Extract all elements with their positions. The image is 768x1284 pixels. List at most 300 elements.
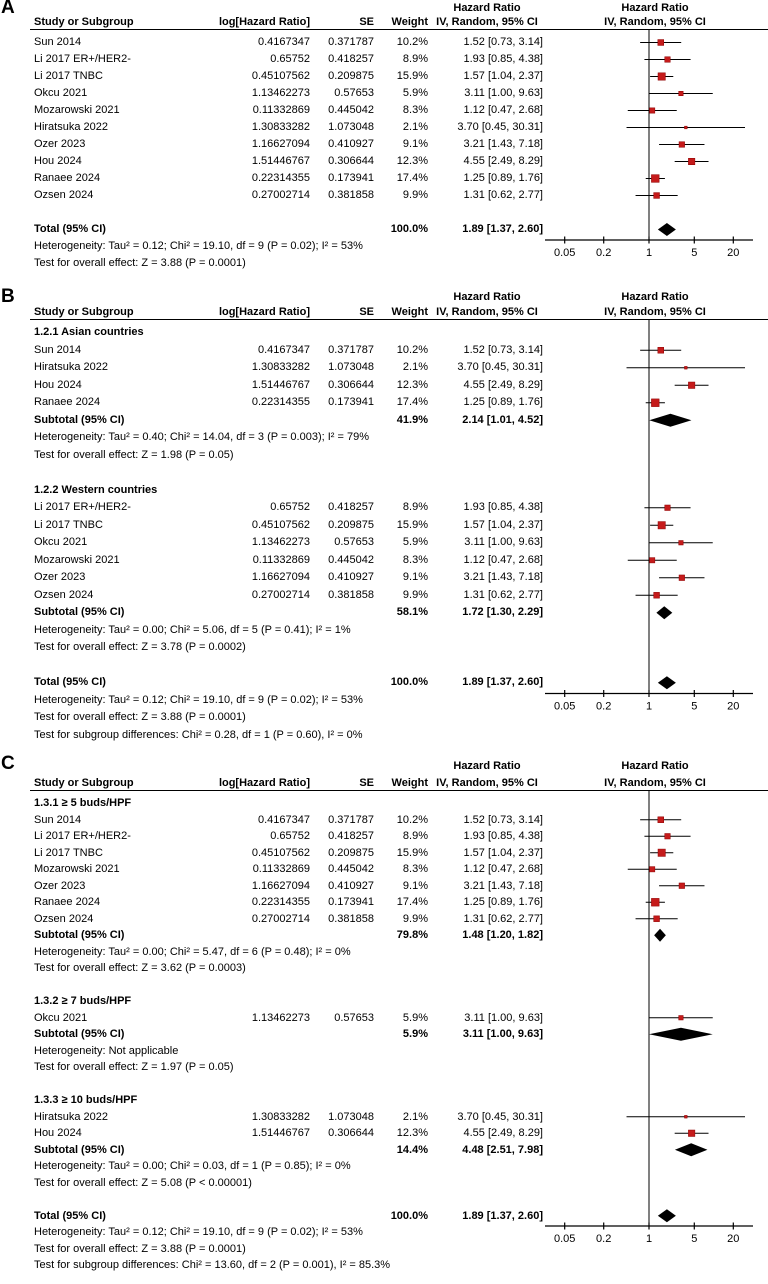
group-row bbox=[0, 482, 768, 500]
weight-value: 2.1% bbox=[402, 361, 428, 373]
column-header-se: SE bbox=[359, 306, 374, 318]
se-value: 1.073048 bbox=[328, 1110, 374, 1123]
study-name: Ranaee 2024 bbox=[34, 896, 101, 908]
spacer-row bbox=[0, 1191, 768, 1208]
column-header-log-hr: log[Hazard Ratio] bbox=[218, 306, 310, 318]
se-value: 0.306644 bbox=[328, 155, 374, 167]
study-name: Hou 2024 bbox=[34, 378, 82, 391]
weight-value: 9.1% bbox=[402, 138, 428, 150]
study-row bbox=[0, 499, 768, 517]
study-name: Ozer 2023 bbox=[34, 138, 86, 150]
study-name: Li 2017 TNBC bbox=[34, 846, 103, 859]
stat-row bbox=[0, 1224, 768, 1241]
subtotal-weight: 14.4% bbox=[396, 1143, 428, 1156]
total-row bbox=[0, 1208, 768, 1225]
se-value: 0.418257 bbox=[328, 53, 374, 65]
study-row bbox=[0, 51, 768, 68]
weight-value: 8.3% bbox=[402, 104, 428, 116]
panel-label: A bbox=[1, 0, 15, 18]
ci-column-header-method: IV, Random, 95% CI bbox=[436, 16, 538, 28]
stat-text: Heterogeneity: Tau² = 0.00; Chi² = 5.06, df = 5 (P = 0.41); I² = 1% bbox=[34, 623, 351, 636]
subtotal-label: Subtotal (95% CI) bbox=[34, 929, 125, 941]
plot-header-effect-measure: Hazard Ratio bbox=[621, 291, 689, 303]
study-row bbox=[0, 1125, 768, 1142]
header-underline bbox=[30, 790, 768, 791]
ci-text: 1.31 [0.62, 2.77] bbox=[463, 912, 543, 925]
se-value: 1.073048 bbox=[328, 361, 374, 373]
ci-column-header-effect-measure: Hazard Ratio bbox=[453, 291, 521, 303]
group-row bbox=[0, 1092, 768, 1109]
weight-value: 12.3% bbox=[396, 155, 428, 167]
log-hr-value: 0.45107562 bbox=[251, 518, 310, 531]
log-hr-value: 0.4167347 bbox=[258, 813, 310, 826]
ci-text: 1.31 [0.62, 2.77] bbox=[463, 588, 543, 601]
se-value: 0.381858 bbox=[328, 189, 374, 201]
subtotal-weight: 58.1% bbox=[396, 606, 428, 618]
study-row bbox=[0, 136, 768, 153]
study-row bbox=[0, 812, 768, 829]
se-value: 0.209875 bbox=[328, 70, 374, 82]
stat-text: Heterogeneity: Tau² = 0.00; Chi² = 5.47, df = 6 (P = 0.48); I² = 0% bbox=[34, 945, 351, 958]
subtotal-row bbox=[0, 604, 768, 622]
ci-text: 3.11 [1.00, 9.63] bbox=[464, 87, 543, 99]
plot-header-method: IV, Random, 95% CI bbox=[604, 306, 706, 318]
subtotal-row bbox=[0, 927, 768, 944]
axis-tick-label: 20 bbox=[727, 247, 740, 259]
weight-value: 15.9% bbox=[396, 70, 428, 82]
se-value: 0.57653 bbox=[334, 536, 374, 548]
se-value: 0.57653 bbox=[334, 87, 374, 99]
study-name: Li 2017 TNBC bbox=[34, 70, 103, 82]
weight-value: 12.3% bbox=[396, 378, 428, 391]
study-row bbox=[0, 845, 768, 862]
subtotal-label: Subtotal (95% CI) bbox=[34, 1028, 125, 1040]
stat-row bbox=[0, 692, 768, 710]
weight-value: 8.9% bbox=[402, 830, 428, 842]
stat-text: Test for overall effect: Z = 5.08 (P < 0.00001) bbox=[34, 1176, 252, 1189]
log-hr-value: 1.51446767 bbox=[251, 1127, 310, 1139]
ci-text: 1.57 [1.04, 2.37] bbox=[463, 70, 543, 82]
weight-value: 9.9% bbox=[402, 189, 428, 201]
column-header-study: Study or Subgroup bbox=[34, 306, 134, 318]
weight-value: 2.1% bbox=[402, 1110, 428, 1123]
stat-row bbox=[0, 255, 768, 272]
total-row bbox=[0, 221, 768, 238]
log-hr-value: 1.13462273 bbox=[251, 1011, 310, 1024]
stat-text: Test for overall effect: Z = 3.78 (P = 0.0002) bbox=[34, 641, 246, 653]
panel-label: B bbox=[1, 286, 15, 307]
ci-text: 1.12 [0.47, 2.68] bbox=[463, 863, 543, 875]
spacer-row bbox=[0, 1076, 768, 1093]
study-name: Sun 2014 bbox=[34, 36, 82, 48]
ci-text: 3.21 [1.43, 7.18] bbox=[463, 879, 543, 892]
weight-value: 8.3% bbox=[402, 553, 428, 566]
log-hr-value: 0.45107562 bbox=[251, 846, 310, 859]
se-value: 0.173941 bbox=[328, 896, 374, 908]
subgroup-title: 1.3.2 ≥ 7 buds/HPF bbox=[34, 995, 132, 1007]
se-value: 0.418257 bbox=[328, 830, 374, 842]
study-row bbox=[0, 102, 768, 119]
weight-value: 5.9% bbox=[402, 87, 428, 99]
plot-header-effect-measure: Hazard Ratio bbox=[621, 2, 689, 14]
log-hr-value: 1.30833282 bbox=[251, 121, 310, 133]
axis-tick-label: 1 bbox=[645, 247, 653, 259]
total-row bbox=[0, 674, 768, 692]
subtotal-label: Subtotal (95% CI) bbox=[34, 1143, 125, 1156]
se-value: 0.209875 bbox=[328, 846, 374, 859]
stat-row bbox=[0, 944, 768, 961]
log-hr-value: 1.51446767 bbox=[251, 155, 310, 167]
study-name: Ozer 2023 bbox=[34, 879, 86, 892]
study-name: Sun 2014 bbox=[34, 813, 82, 826]
weight-value: 12.3% bbox=[396, 1127, 428, 1139]
se-value: 0.445042 bbox=[328, 104, 374, 116]
log-hr-value: 0.22314355 bbox=[251, 396, 310, 408]
axis-tick-label: 0.2 bbox=[596, 247, 612, 259]
subtotal-label: Subtotal (95% CI) bbox=[34, 413, 125, 426]
se-value: 0.381858 bbox=[328, 588, 374, 601]
study-name: Ozsen 2024 bbox=[34, 588, 94, 601]
study-name: Hou 2024 bbox=[34, 155, 82, 167]
group-row bbox=[0, 795, 768, 812]
ci-text: 3.21 [1.43, 7.18] bbox=[463, 571, 543, 583]
stat-text: Test for subgroup differences: Chi² = 13.60, df = 2 (P = 0.001), I² = 85.3% bbox=[34, 1259, 391, 1271]
weight-value: 15.9% bbox=[396, 518, 428, 531]
ci-text: 3.70 [0.45, 30.31] bbox=[457, 361, 543, 373]
log-hr-value: 0.11332869 bbox=[252, 863, 310, 875]
se-value: 0.306644 bbox=[328, 1127, 374, 1139]
weight-value: 15.9% bbox=[396, 846, 428, 859]
se-value: 0.381858 bbox=[328, 912, 374, 925]
spacer-row bbox=[0, 464, 768, 482]
log-hr-value: 1.16627094 bbox=[251, 879, 310, 892]
log-hr-value: 0.22314355 bbox=[251, 172, 310, 184]
se-value: 0.371787 bbox=[328, 813, 374, 826]
axis-tick-label: 1 bbox=[645, 700, 653, 713]
se-value: 0.418257 bbox=[328, 501, 374, 513]
log-hr-value: 0.45107562 bbox=[251, 70, 310, 82]
weight-value: 2.1% bbox=[402, 121, 428, 133]
header-underline bbox=[30, 319, 768, 320]
study-name: Li 2017 ER+/HER2- bbox=[34, 53, 131, 65]
stat-text: Heterogeneity: Tau² = 0.00; Chi² = 0.03, df = 1 (P = 0.85); I² = 0% bbox=[34, 1160, 351, 1172]
column-header-weight: Weight bbox=[391, 777, 428, 789]
ci-text: 3.70 [0.45, 30.31] bbox=[457, 121, 543, 133]
column-header-study: Study or Subgroup bbox=[34, 777, 134, 789]
study-row bbox=[0, 377, 768, 395]
subtotal-ci-text: 3.11 [1.00, 9.63] bbox=[462, 1028, 543, 1040]
study-row bbox=[0, 861, 768, 878]
ci-column-header-method: IV, Random, 95% CI bbox=[436, 306, 538, 318]
total-label: Total (95% CI) bbox=[34, 676, 106, 688]
study-row bbox=[0, 517, 768, 535]
stat-row bbox=[0, 960, 768, 977]
ci-text: 1.57 [1.04, 2.37] bbox=[463, 846, 543, 859]
stat-row bbox=[0, 1043, 768, 1060]
axis-tick-label: 0.2 bbox=[596, 700, 612, 713]
weight-value: 9.1% bbox=[402, 571, 428, 583]
ci-text: 3.11 [1.00, 9.63] bbox=[464, 536, 543, 548]
study-row bbox=[0, 342, 768, 360]
group-row bbox=[0, 993, 768, 1010]
study-name: Okcu 2021 bbox=[34, 1011, 88, 1024]
study-name: Hiratsuka 2022 bbox=[34, 121, 108, 133]
ci-text: 3.11 [1.00, 9.63] bbox=[464, 1011, 543, 1024]
study-row bbox=[0, 534, 768, 552]
spacer-row bbox=[0, 977, 768, 994]
subgroup-title: 1.2.1 Asian countries bbox=[34, 326, 144, 338]
ci-text: 3.21 [1.43, 7.18] bbox=[463, 138, 543, 150]
weight-value: 10.2% bbox=[396, 36, 428, 48]
log-hr-value: 0.27002714 bbox=[251, 912, 310, 925]
study-row bbox=[0, 359, 768, 377]
panel-label: C bbox=[1, 753, 15, 774]
stat-text: Heterogeneity: Not applicable bbox=[34, 1044, 179, 1057]
axis-tick-label: 0.05 bbox=[553, 1233, 576, 1245]
ci-column-header-effect-measure: Hazard Ratio bbox=[453, 760, 521, 772]
study-row bbox=[0, 68, 768, 85]
study-row bbox=[0, 828, 768, 845]
study-name: Li 2017 ER+/HER2- bbox=[34, 501, 131, 513]
study-name: Li 2017 ER+/HER2- bbox=[34, 830, 131, 842]
weight-value: 9.1% bbox=[402, 879, 428, 892]
se-value: 0.410927 bbox=[328, 879, 374, 892]
total-weight: 100.0% bbox=[390, 1209, 428, 1222]
ci-text: 4.55 [2.49, 8.29] bbox=[463, 155, 543, 167]
stat-row bbox=[0, 1059, 768, 1076]
ci-text: 1.12 [0.47, 2.68] bbox=[463, 104, 543, 116]
total-label: Total (95% CI) bbox=[34, 1209, 106, 1222]
se-value: 0.57653 bbox=[334, 1011, 374, 1024]
study-row bbox=[0, 587, 768, 605]
se-value: 0.410927 bbox=[328, 571, 374, 583]
ci-text: 4.55 [2.49, 8.29] bbox=[463, 378, 543, 391]
total-weight: 100.0% bbox=[390, 223, 428, 235]
study-row bbox=[0, 394, 768, 412]
weight-value: 17.4% bbox=[396, 896, 428, 908]
weight-value: 17.4% bbox=[396, 396, 428, 408]
log-hr-value: 1.16627094 bbox=[251, 571, 310, 583]
weight-value: 8.3% bbox=[402, 863, 428, 875]
ci-text: 1.31 [0.62, 2.77] bbox=[463, 189, 543, 201]
study-name: Hiratsuka 2022 bbox=[34, 1110, 108, 1123]
stat-text: Test for overall effect: Z = 3.88 (P = 0.0001) bbox=[34, 257, 246, 269]
axis-tick-label: 5 bbox=[691, 700, 698, 713]
log-hr-value: 0.22314355 bbox=[251, 896, 310, 908]
log-hr-value: 1.13462273 bbox=[251, 87, 310, 99]
study-name: Ranaee 2024 bbox=[34, 396, 101, 408]
se-value: 0.445042 bbox=[328, 863, 374, 875]
log-hr-value: 0.4167347 bbox=[258, 36, 310, 48]
study-name: Mozarowski 2021 bbox=[34, 863, 120, 875]
stat-text: Test for overall effect: Z = 3.62 (P = 0.0003) bbox=[34, 962, 246, 974]
log-hr-value: 1.51446767 bbox=[251, 378, 310, 391]
log-hr-value: 0.27002714 bbox=[251, 588, 310, 601]
stat-text: Heterogeneity: Tau² = 0.12; Chi² = 19.10, df = 9 (P = 0.02); I² = 53% bbox=[34, 240, 363, 252]
axis-tick-label: 20 bbox=[727, 700, 740, 713]
total-ci-text: 1.89 [1.37, 2.60] bbox=[462, 676, 543, 688]
log-hr-value: 0.27002714 bbox=[251, 189, 310, 201]
log-hr-value: 0.11332869 bbox=[252, 104, 310, 116]
total-ci-text: 1.89 [1.37, 2.60] bbox=[462, 1209, 543, 1222]
column-header-log-hr: log[Hazard Ratio] bbox=[218, 777, 310, 789]
axis-tick-label: 5 bbox=[691, 247, 698, 259]
ci-text: 1.52 [0.73, 3.14] bbox=[463, 813, 543, 826]
study-name: Ozsen 2024 bbox=[34, 912, 94, 925]
stat-row bbox=[0, 1158, 768, 1175]
weight-value: 10.2% bbox=[396, 343, 428, 356]
ci-column-header-effect-measure: Hazard Ratio bbox=[453, 2, 521, 14]
subtotal-weight: 79.8% bbox=[396, 929, 428, 941]
subgroup-title: 1.2.2 Western countries bbox=[34, 483, 158, 496]
group-row bbox=[0, 324, 768, 342]
se-value: 0.371787 bbox=[328, 343, 374, 356]
ci-text: 1.52 [0.73, 3.14] bbox=[463, 343, 543, 356]
subtotal-ci-text: 2.14 [1.01, 4.52] bbox=[462, 413, 543, 426]
subtotal-row bbox=[0, 1142, 768, 1159]
weight-value: 5.9% bbox=[402, 1011, 428, 1024]
plot-header-method: IV, Random, 95% CI bbox=[604, 16, 706, 28]
weight-value: 17.4% bbox=[396, 172, 428, 184]
stat-row bbox=[0, 447, 768, 465]
subtotal-weight: 5.9% bbox=[402, 1028, 428, 1040]
study-row bbox=[0, 1010, 768, 1027]
subtotal-ci-text: 4.48 [2.51, 7.98] bbox=[462, 1143, 543, 1156]
weight-value: 8.9% bbox=[402, 501, 428, 513]
study-name: Hou 2024 bbox=[34, 1127, 82, 1139]
study-name: Okcu 2021 bbox=[34, 536, 88, 548]
stat-row bbox=[0, 429, 768, 447]
study-row bbox=[0, 85, 768, 102]
se-value: 0.445042 bbox=[328, 553, 374, 566]
ci-text: 1.25 [0.89, 1.76] bbox=[463, 396, 543, 408]
spacer-row bbox=[0, 204, 768, 221]
axis-tick-label: 1 bbox=[645, 1233, 653, 1245]
ci-text: 1.57 [1.04, 2.37] bbox=[463, 518, 543, 531]
total-label: Total (95% CI) bbox=[34, 223, 106, 235]
axis-tick-label: 0.2 bbox=[596, 1233, 612, 1245]
study-row bbox=[0, 878, 768, 895]
study-row bbox=[0, 894, 768, 911]
study-name: Hiratsuka 2022 bbox=[34, 361, 108, 373]
study-row bbox=[0, 911, 768, 928]
se-value: 0.410927 bbox=[328, 138, 374, 150]
ci-text: 1.93 [0.85, 4.38] bbox=[463, 501, 543, 513]
study-row bbox=[0, 153, 768, 170]
ci-text: 1.52 [0.73, 3.14] bbox=[463, 36, 543, 48]
stat-row bbox=[0, 727, 768, 745]
study-name: Ozer 2023 bbox=[34, 571, 86, 583]
ci-text: 1.93 [0.85, 4.38] bbox=[463, 830, 543, 842]
spacer-row bbox=[0, 657, 768, 675]
subtotal-label: Subtotal (95% CI) bbox=[34, 606, 125, 618]
log-hr-value: 0.65752 bbox=[270, 830, 310, 842]
ci-column-header-method: IV, Random, 95% CI bbox=[436, 777, 538, 789]
axis-tick-label: 20 bbox=[727, 1233, 740, 1245]
se-value: 1.073048 bbox=[328, 121, 374, 133]
ci-text: 3.70 [0.45, 30.31] bbox=[457, 1110, 543, 1123]
weight-value: 9.9% bbox=[402, 588, 428, 601]
stat-row bbox=[0, 622, 768, 640]
log-hr-value: 0.65752 bbox=[270, 501, 310, 513]
ci-text: 1.12 [0.47, 2.68] bbox=[463, 553, 543, 566]
study-row bbox=[0, 119, 768, 136]
stat-text: Test for overall effect: Z = 3.88 (P = 0.0001) bbox=[34, 1242, 246, 1255]
subgroup-title: 1.3.3 ≥ 10 buds/HPF bbox=[34, 1094, 138, 1106]
se-value: 0.371787 bbox=[328, 36, 374, 48]
study-name: Ozsen 2024 bbox=[34, 189, 94, 201]
se-value: 0.173941 bbox=[328, 172, 374, 184]
study-row bbox=[0, 34, 768, 51]
study-row bbox=[0, 170, 768, 187]
se-value: 0.173941 bbox=[328, 396, 374, 408]
column-header-study: Study or Subgroup bbox=[34, 16, 134, 28]
stat-row bbox=[0, 1257, 768, 1274]
study-name: Li 2017 TNBC bbox=[34, 518, 103, 531]
log-hr-value: 1.13462273 bbox=[251, 536, 310, 548]
log-hr-value: 1.16627094 bbox=[251, 138, 310, 150]
log-hr-value: 0.11332869 bbox=[252, 553, 310, 566]
plot-header-method: IV, Random, 95% CI bbox=[604, 777, 706, 789]
study-name: Ranaee 2024 bbox=[34, 172, 101, 184]
log-hr-value: 1.30833282 bbox=[251, 361, 310, 373]
stat-row bbox=[0, 238, 768, 255]
subgroup-title: 1.3.1 ≥ 5 buds/HPF bbox=[34, 797, 132, 809]
log-hr-value: 0.65752 bbox=[270, 53, 310, 65]
weight-value: 9.9% bbox=[402, 912, 428, 925]
stat-row bbox=[0, 639, 768, 657]
axis-tick-label: 5 bbox=[691, 1233, 698, 1245]
subtotal-weight: 41.9% bbox=[396, 413, 428, 426]
ci-text: 4.55 [2.49, 8.29] bbox=[463, 1127, 543, 1139]
study-row bbox=[0, 552, 768, 570]
stat-text: Test for overall effect: Z = 1.98 (P = 0.05) bbox=[34, 448, 234, 461]
study-name: Okcu 2021 bbox=[34, 87, 88, 99]
log-hr-value: 1.30833282 bbox=[251, 1110, 310, 1123]
stat-text: Test for overall effect: Z = 3.88 (P = 0.0001) bbox=[34, 711, 246, 723]
se-value: 0.306644 bbox=[328, 378, 374, 391]
study-name: Sun 2014 bbox=[34, 343, 82, 356]
total-weight: 100.0% bbox=[390, 676, 428, 688]
column-header-weight: Weight bbox=[391, 306, 428, 318]
ci-text: 1.93 [0.85, 4.38] bbox=[463, 53, 543, 65]
study-name: Mozarowski 2021 bbox=[34, 104, 120, 116]
stat-row bbox=[0, 1175, 768, 1192]
stat-text: Test for subgroup differences: Chi² = 0.28, df = 1 (P = 0.60), I² = 0% bbox=[34, 728, 363, 741]
axis-tick-label: 0.05 bbox=[553, 247, 576, 259]
weight-value: 10.2% bbox=[396, 813, 428, 826]
stat-text: Test for overall effect: Z = 1.97 (P = 0.05) bbox=[34, 1061, 234, 1073]
study-row bbox=[0, 1109, 768, 1126]
stat-text: Heterogeneity: Tau² = 0.40; Chi² = 14.04, df = 3 (P = 0.003); I² = 79% bbox=[34, 431, 369, 443]
stat-row bbox=[0, 1241, 768, 1258]
study-row bbox=[0, 187, 768, 204]
axis-tick-label: 0.05 bbox=[553, 700, 576, 713]
stat-row bbox=[0, 709, 768, 727]
stat-text: Heterogeneity: Tau² = 0.12; Chi² = 19.10, df = 9 (P = 0.02); I² = 53% bbox=[34, 693, 363, 706]
header-underline bbox=[30, 29, 768, 30]
weight-value: 8.9% bbox=[402, 53, 428, 65]
subtotal-ci-text: 1.48 [1.20, 1.82] bbox=[462, 929, 543, 941]
ci-text: 1.25 [0.89, 1.76] bbox=[463, 172, 543, 184]
ci-text: 1.25 [0.89, 1.76] bbox=[463, 896, 543, 908]
subtotal-row bbox=[0, 412, 768, 430]
column-header-se: SE bbox=[359, 16, 374, 28]
total-ci-text: 1.89 [1.37, 2.60] bbox=[462, 223, 543, 235]
plot-header-effect-measure: Hazard Ratio bbox=[621, 760, 689, 772]
column-header-se: SE bbox=[359, 777, 374, 789]
subtotal-ci-text: 1.72 [1.30, 2.29] bbox=[462, 606, 543, 618]
